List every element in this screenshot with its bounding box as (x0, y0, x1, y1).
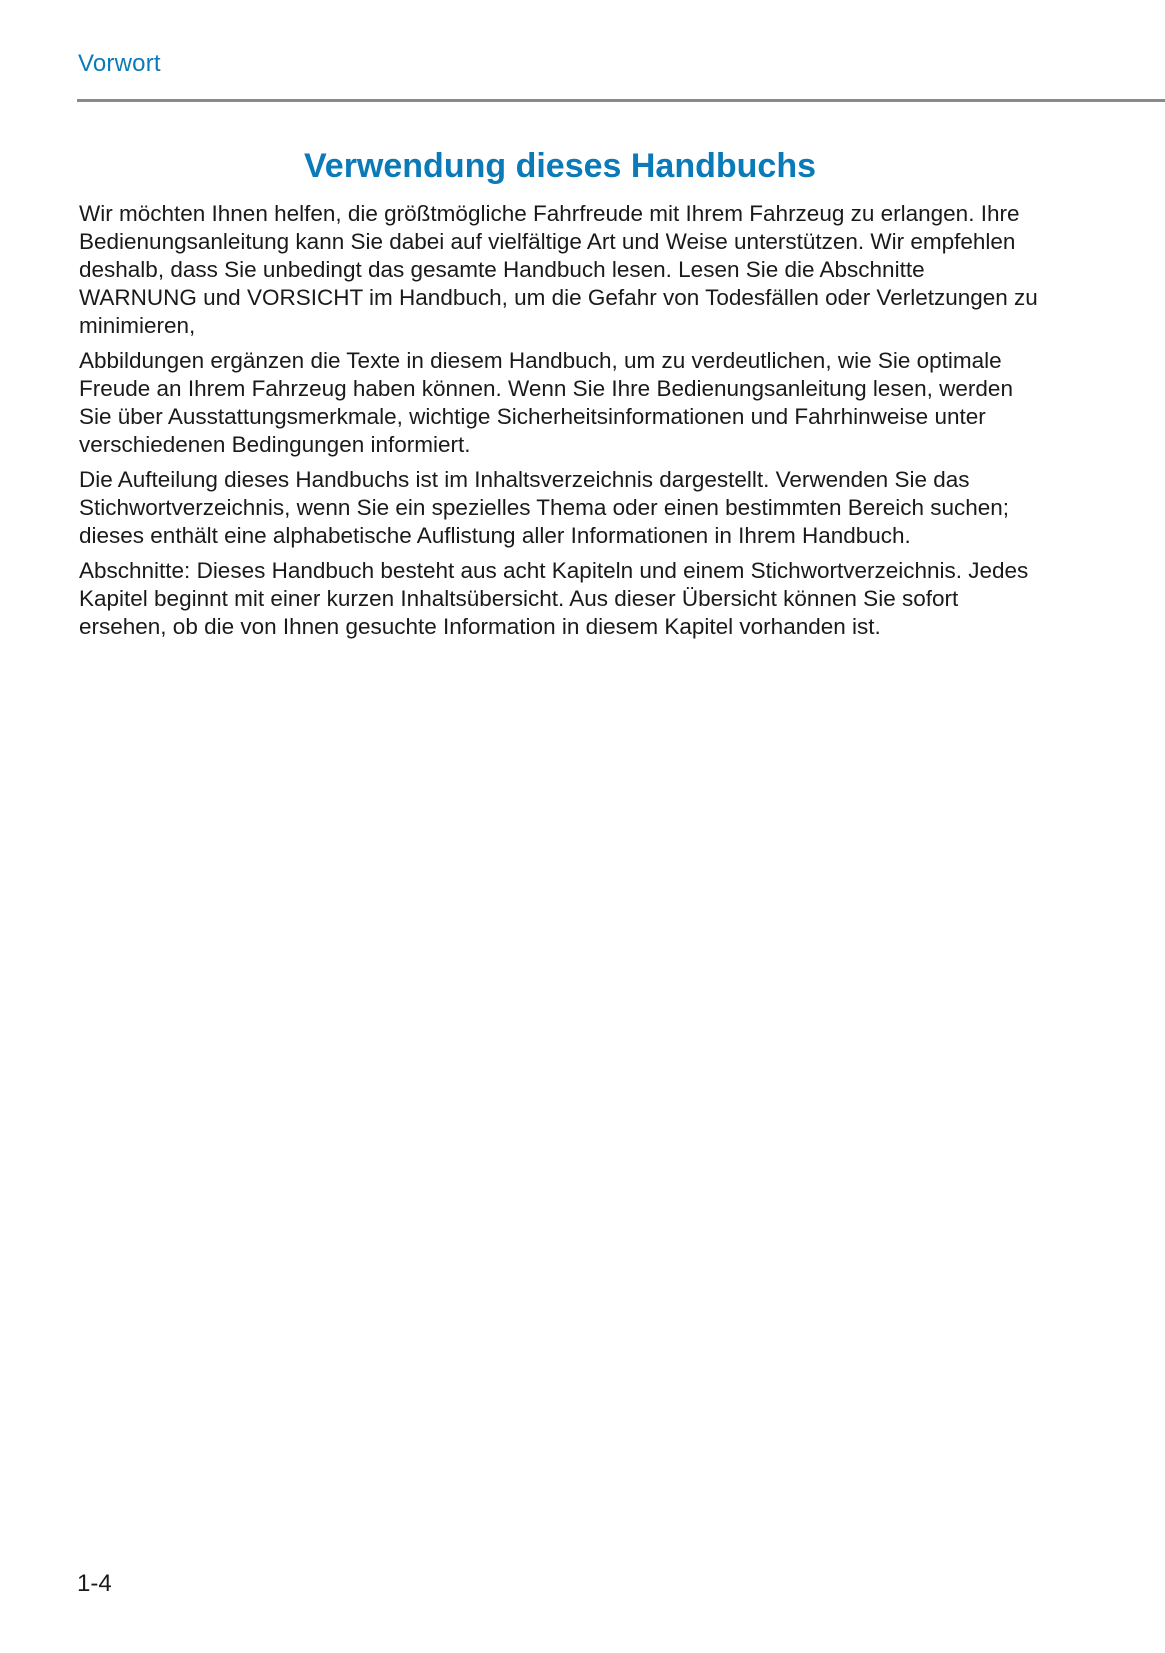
paragraph-structure: Die Aufteilung dieses Handbuchs ist im Inhaltsverzeichnis dargestellt. Verwenden Sie das Stichwortverzeichnis, wenn Sie ein spezielles Thema oder einen bestimmten Bereich suchen; dieses enthält eine alphabetische Auflistung aller Informationen in Ihrem Handbuch. (79, 467, 1010, 548)
body-text (79, 200, 1044, 648)
header-divider (77, 99, 1165, 102)
page-number: 1-4 (77, 1570, 112, 1597)
paragraph-sections: Abschnitte: Dieses Handbuch besteht aus acht Kapiteln und einem Stichwortverzeichnis. Jedes Kapitel beginnt mit einer kurzen Inhaltsübersicht. Aus dieser Übersicht können Sie sofort ersehen, ob die von Ihnen gesuchte Information in diesem Kapitel vorhanden ist. (79, 558, 1029, 639)
paragraph-intro: Wir möchten Ihnen helfen, die größtmögliche Fahrfreude mit Ihrem Fahrzeug zu erlangen. Ihre Bedienungsanleitung kann Sie dabei auf vielfältige Art und Weise unterstützen. Wir empfehlen deshalb, dass Sie unbedingt das gesamte Handbuch lesen. Lesen Sie die Abschnitte WARNUNG und VORSICHT im Handbuch, um die Gefahr von Todesfällen oder Verletzungen zu minimieren, (79, 201, 1038, 338)
page-title: Verwendung dieses Handbuchs (303, 147, 816, 185)
section-header-label: Vorwort (78, 50, 161, 77)
paragraph-illustrations: Abbildungen ergänzen die Texte in diesem Handbuch, um zu verdeutlichen, wie Sie optimale Freude an Ihrem Fahrzeug haben können. Wenn Sie Ihre Bedienungsanleitung lesen, werden Sie über Ausstattungsmerkmale, wichtige Sicherheitsinformationen und Fahrhinweise unter verschiedenen Bedingungen informiert. (79, 348, 1013, 457)
